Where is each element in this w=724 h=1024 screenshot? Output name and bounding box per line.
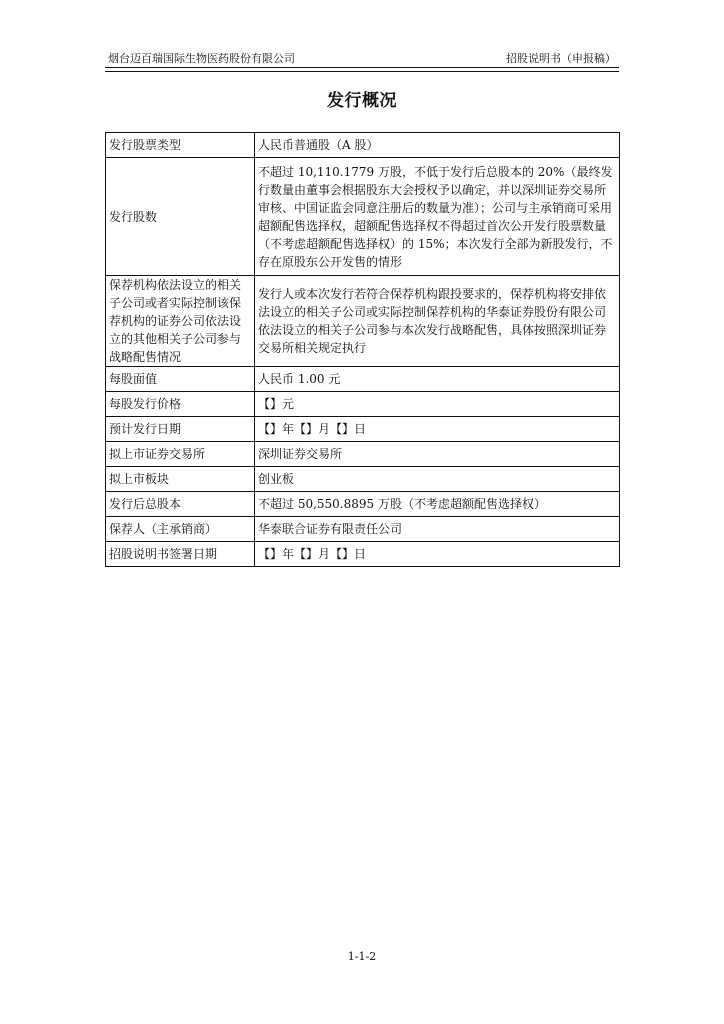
row-value: 人民币普通股（A 股）: [255, 133, 620, 158]
row-label: 每股发行价格: [106, 392, 255, 417]
row-label: 保荐人（主承销商）: [106, 517, 255, 542]
table-row: [106, 517, 620, 542]
row-value: 人民币 1.00 元: [255, 367, 620, 392]
row-value: 【】年【】月【】日: [255, 417, 620, 442]
row-label: 发行后总股本: [106, 492, 255, 517]
table-row: [106, 133, 620, 158]
table-row: [106, 276, 620, 367]
page-number: 1-1-2: [347, 950, 377, 963]
table-row: [106, 392, 620, 417]
header-company-name: 烟台迈百瑞国际生物医药股份有限公司: [108, 52, 295, 65]
row-label: 招股说明书签署日期: [106, 542, 255, 567]
row-label: 拟上市板块: [106, 467, 255, 492]
row-label: 保荐机构依法设立的相关子公司或者实际控制该保荐机构的证券公司依法设立的其他相关子公司参与战略配售情况: [106, 276, 255, 367]
row-value: 【】年【】月【】日: [255, 542, 620, 567]
row-label: 发行股数: [106, 158, 255, 276]
row-label: 预计发行日期: [106, 417, 255, 442]
row-value: 深圳证券交易所: [255, 442, 620, 467]
row-value: 【】元: [255, 392, 620, 417]
row-label: 每股面值: [106, 367, 255, 392]
table-row: [106, 492, 620, 517]
table-row: [106, 367, 620, 392]
table-row: [106, 467, 620, 492]
table-row: [106, 158, 620, 276]
header-document-type: 招股说明书（申报稿）: [506, 52, 616, 65]
header-rule-thick: [105, 67, 619, 68]
issuance-overview-table: [105, 132, 620, 567]
table-row: [106, 417, 620, 442]
row-value: 不超过 50,550.8895 万股（不考虑超额配售选择权）: [255, 492, 620, 517]
row-value: 发行人或本次发行若符合保荐机构跟投要求的，保荐机构将安排依法设立的相关子公司或实际控制保荐机构的华泰证券股份有限公司依法设立的相关子公司参与本次发行战略配售，具体按照深圳证券交易所相关规定执行: [255, 276, 620, 367]
row-value: 创业板: [255, 467, 620, 492]
row-value: 不超过 10,110.1779 万股，不低于发行后总股本的 20%（最终发行数量由董事会根据股东大会授权予以确定，并以深圳证券交易所审核、中国证监会同意注册后的数量为准）；公司与主承销商可采用超额配售选择权，超额配售选择权不得超过首次公开发行股票数量（不考虑超额配售选择权）的 15%；本次发行全部为新股发行，不存在原股东公开发售的情形: [255, 158, 620, 276]
header-rule-thin: [105, 71, 619, 72]
table-row: [106, 542, 620, 567]
row-label: 发行股票类型: [106, 133, 255, 158]
row-value: 华泰联合证券有限责任公司: [255, 517, 620, 542]
table-row: [106, 442, 620, 467]
page-title: 发行概况: [327, 91, 397, 111]
row-label: 拟上市证券交易所: [106, 442, 255, 467]
